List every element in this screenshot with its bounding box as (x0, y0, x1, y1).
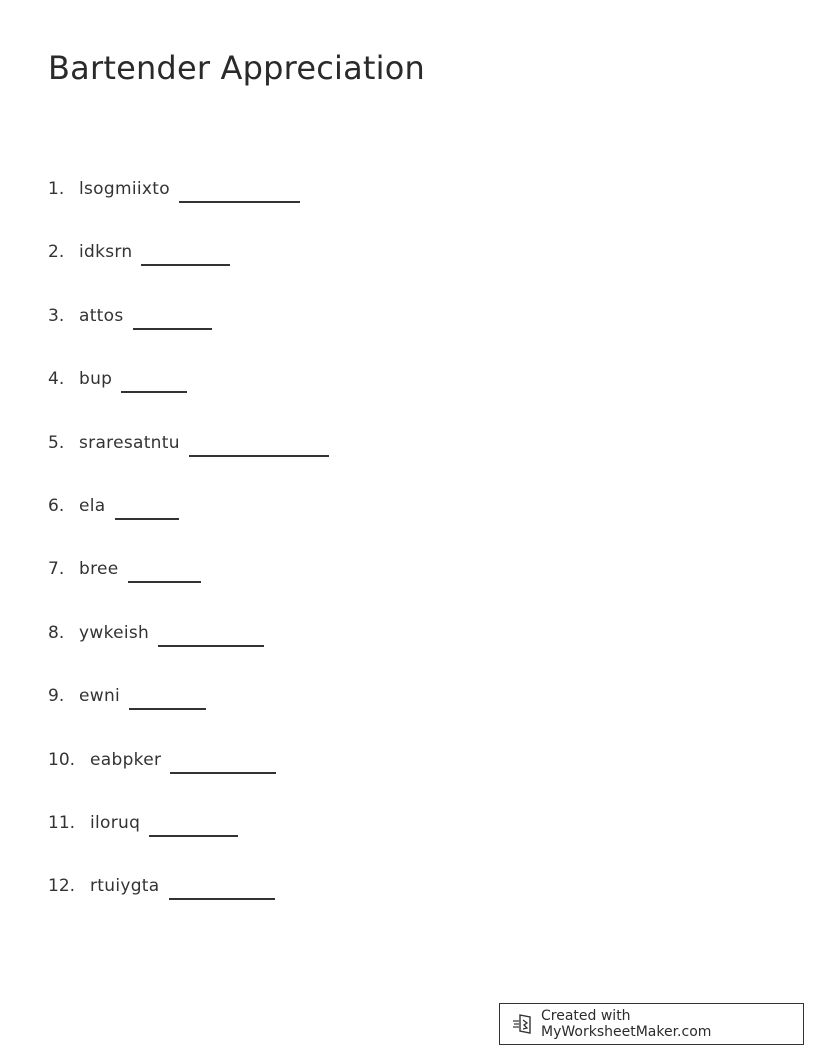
answer-blank[interactable] (141, 237, 230, 266)
question-number: 5. (48, 432, 65, 453)
question-number: 1. (48, 179, 65, 199)
scrambled-word: lsogmiixto (79, 179, 170, 199)
question-number: 10. (48, 749, 76, 770)
question-item (48, 491, 329, 554)
answer-blank[interactable] (128, 554, 201, 583)
answer-blank[interactable] (169, 871, 275, 900)
question-number: 2. (48, 242, 65, 263)
question-number: 11. (48, 812, 76, 833)
question-number: 7. (48, 559, 65, 580)
question-item (48, 871, 329, 934)
scrambled-word: bup (79, 369, 113, 390)
question-number: 8. (48, 622, 65, 643)
scrambled-word: rtuiygta (90, 876, 160, 897)
scrambled-word: attos (79, 305, 124, 326)
scrambled-word: ela (79, 495, 106, 516)
answer-blank[interactable] (115, 491, 179, 520)
question-item (48, 681, 329, 744)
scrambled-word: ywkeish (79, 622, 150, 643)
question-item (48, 618, 329, 681)
answer-blank[interactable] (129, 681, 206, 710)
answer-blank[interactable] (189, 428, 329, 457)
answer-blank[interactable] (170, 745, 276, 774)
question-number: 9. (48, 686, 65, 707)
answer-blank[interactable] (179, 174, 300, 203)
scrambled-word: eabpker (90, 749, 162, 770)
question-item (48, 364, 329, 427)
question-item (48, 174, 329, 237)
question-number: 4. (48, 369, 65, 390)
question-item (48, 745, 329, 808)
question-item (48, 237, 329, 300)
answer-blank[interactable] (149, 808, 238, 837)
scrambled-word: bree (79, 559, 119, 580)
answer-blank[interactable] (133, 301, 212, 330)
question-item (48, 554, 329, 617)
question-number: 3. (48, 305, 65, 326)
page-title: Bartender Appreciation (48, 49, 426, 87)
question-number: 6. (48, 495, 65, 516)
scrambled-word: ewni (79, 686, 121, 707)
scrambled-word: sraresatntu (79, 432, 180, 453)
scrambled-word: iloruq (90, 812, 141, 833)
question-number: 12. (48, 876, 76, 897)
question-item (48, 428, 329, 491)
answer-blank[interactable] (158, 618, 264, 647)
question-item (48, 808, 329, 871)
question-item (48, 301, 329, 364)
footer-text: Created with MyWorksheetMaker.com (541, 1008, 712, 1040)
answer-blank[interactable] (121, 364, 187, 393)
worksheet-maker-logo-icon (512, 1013, 534, 1035)
question-list (48, 174, 329, 935)
created-with-badge[interactable] (499, 1003, 804, 1045)
scrambled-word: idksrn (79, 242, 133, 263)
